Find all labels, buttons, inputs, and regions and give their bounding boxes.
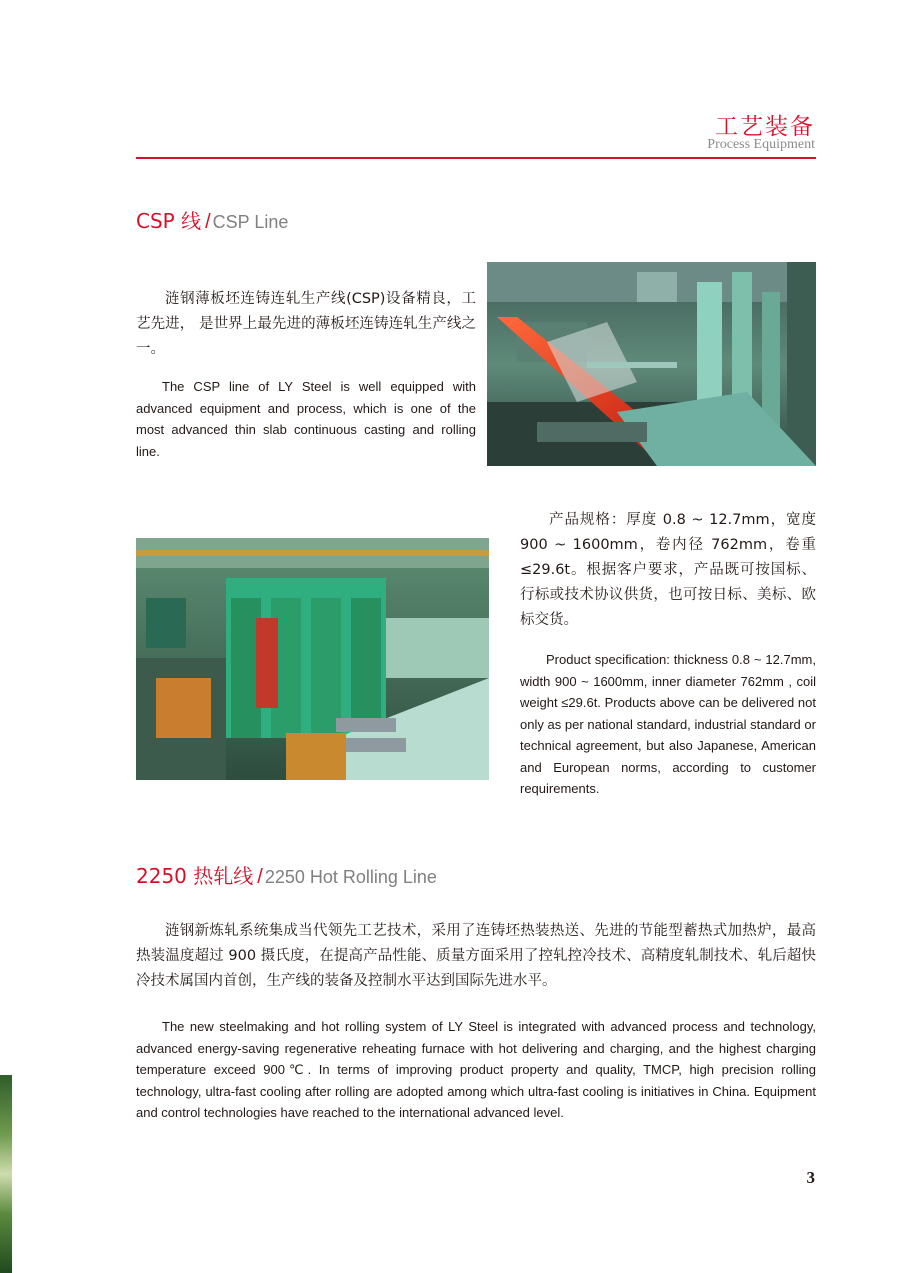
csp-title-cn: CSP 线 [136, 209, 202, 233]
page-number: 3 [806, 1168, 815, 1187]
csp-intro-cn: 涟钢薄板坯连铸连轧生产线(CSP)设备精良，工艺先进， 是世界上最先进的薄板坯连铸连轧生产线之一。 [136, 291, 476, 357]
section-header-en: Process Equipment [707, 137, 815, 152]
csp-line-photo [487, 262, 816, 466]
hot-rolling-intro-cn: 涟钢新炼轧系统集成当代领先工艺技术，采用了连铸坯热装热送、先进的节能型蓄热式加热炉，最高热装温度超过 900 摄氏度，在提高产品性能、质量方面采用了控轧控冷技术、高精度轧制技术、轧后超快冷技术属国内首创，生产线的装备及控制水平达到国际先进水平。 [136, 923, 816, 989]
hot-rolling-title-cn: 2250 热轧线 [136, 864, 254, 888]
csp-title-en: CSP Line [212, 212, 289, 232]
section-header-cn: 工艺装备 [715, 114, 815, 140]
rolling-mill-photo [136, 538, 489, 780]
hot-rolling-section-title [136, 860, 437, 889]
csp-section-title [136, 205, 288, 234]
csp-spec-en: Product specification: thickness 0.8 ~ 12.7mm, width 900 ~ 1600mm, inner diameter 762mm , coil weight ≤29.6t. Products above can be delivered not only as per national standard, industrial standard or technical agreement, but also Japanese, American and European norms, according to customer requirements. [520, 652, 816, 796]
csp-spec-cn: 产品规格：厚度 0.8 ~ 12.7mm，宽度 900 ~ 1600mm，卷内径 762mm，卷重≤29.6t。根据客户要求，产品既可按国标、行标或技术协议供货，也可按日标、美标、欧标交货。 [520, 512, 816, 628]
edge-decoration [0, 1075, 12, 1273]
header-divider [136, 157, 816, 159]
title-slash: / [257, 866, 263, 888]
hot-rolling-title-en: 2250 Hot Rolling Line [264, 867, 437, 887]
csp-intro-en: The CSP line of LY Steel is well equipped with advanced equipment and process, which is one of the most advanced thin slab continuous casting and rolling line. [136, 379, 476, 459]
title-slash: / [205, 211, 211, 233]
hot-rolling-intro-en: The new steelmaking and hot rolling system of LY Steel is integrated with advanced process and technology, advanced energy-saving regenerative reheating furnace with hot delivering and charging, and the highest charging temperature exceed 900℃. In terms of improving product property and quality, TMCP, high precision rolling technology, ultra-fast cooling after rolling are adopted among which ultra-fast cooling is initiatives in China. Equipment and control technologies have reached to the international advanced level. [136, 1019, 816, 1120]
